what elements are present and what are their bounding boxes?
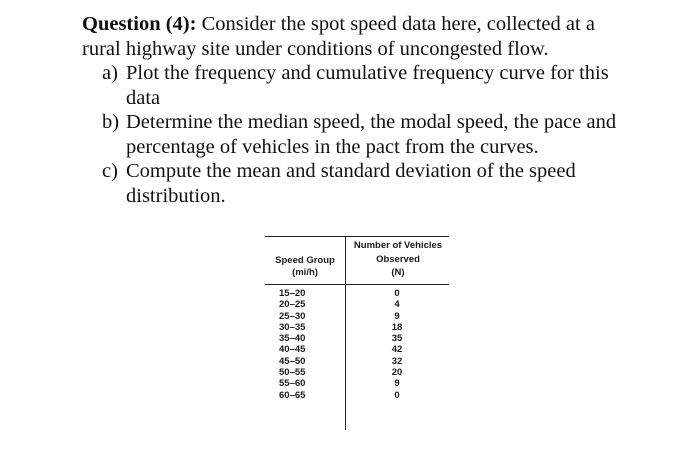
count-cell: 32: [391, 355, 403, 367]
speed-group-header-line-2: (mi/h): [292, 267, 318, 278]
speed-cell: 55–60: [279, 378, 306, 390]
count-cell: 9: [394, 310, 400, 322]
speed-cell: 35–40: [279, 333, 306, 345]
question-intro-line-1: [82, 12, 682, 37]
count-cell: 42: [391, 344, 403, 356]
speed-cell: 15–20: [279, 288, 306, 299]
speed-cell: 20–25: [279, 299, 306, 311]
vehicles-header-line-3: (N): [391, 267, 405, 278]
question-block: [82, 12, 682, 208]
item-text-line-2: percentage of vehicles in the pact from the curves.: [126, 135, 539, 158]
item-letter: a): [102, 62, 118, 84]
item-letter: b): [102, 111, 120, 133]
table-column-divider: [345, 236, 346, 430]
question-label: Question (4):: [82, 13, 197, 35]
count-cell: 0: [394, 288, 400, 299]
item-text-line-1: Compute the mean and standard deviation of the speed: [126, 160, 576, 182]
question-intro-text-1: Consider the spot speed data here, collected at a: [201, 13, 595, 35]
speed-group-header: [265, 255, 345, 279]
speed-group-column: [279, 288, 305, 401]
vehicles-header-line-2: Observed: [376, 253, 420, 265]
count-cell: 18: [391, 321, 403, 333]
question-intro-line-2: rural highway site under conditions of uncongested flow.: [82, 37, 549, 60]
count-cell: 4: [394, 299, 400, 311]
item-text-line-1: Plot the frequency and cumulative frequency curve for this: [126, 62, 609, 84]
speed-cell: 40–45: [279, 344, 306, 356]
count-cell: 35: [391, 333, 403, 345]
count-cell: 9: [394, 378, 400, 390]
table-header-rule: [265, 284, 449, 285]
vehicles-header-line-1: Number of Vehicles: [353, 240, 443, 251]
speed-cell: 30–35: [279, 321, 306, 333]
question-item-a: [102, 61, 682, 110]
item-text-line-2: distribution.: [126, 184, 226, 207]
speed-group-header-line-1: Speed Group: [275, 255, 335, 266]
item-text-line-2: data: [126, 86, 161, 109]
question-item-c: [102, 159, 682, 208]
question-item-b: [102, 110, 682, 159]
speed-cell: 50–55: [279, 367, 306, 379]
vehicles-observed-header: [347, 239, 449, 280]
count-cell: 0: [394, 389, 400, 401]
table-top-rule: [265, 236, 449, 237]
speed-cell: 25–30: [279, 310, 306, 322]
item-letter: c): [102, 160, 118, 182]
item-text-line-1: Determine the median speed, the modal speed, the pace and: [126, 111, 617, 133]
vehicle-count-column: [373, 288, 421, 401]
speed-cell: 45–50: [279, 355, 306, 367]
count-cell: 20: [391, 367, 403, 379]
speed-cell: 60–65: [279, 389, 306, 401]
